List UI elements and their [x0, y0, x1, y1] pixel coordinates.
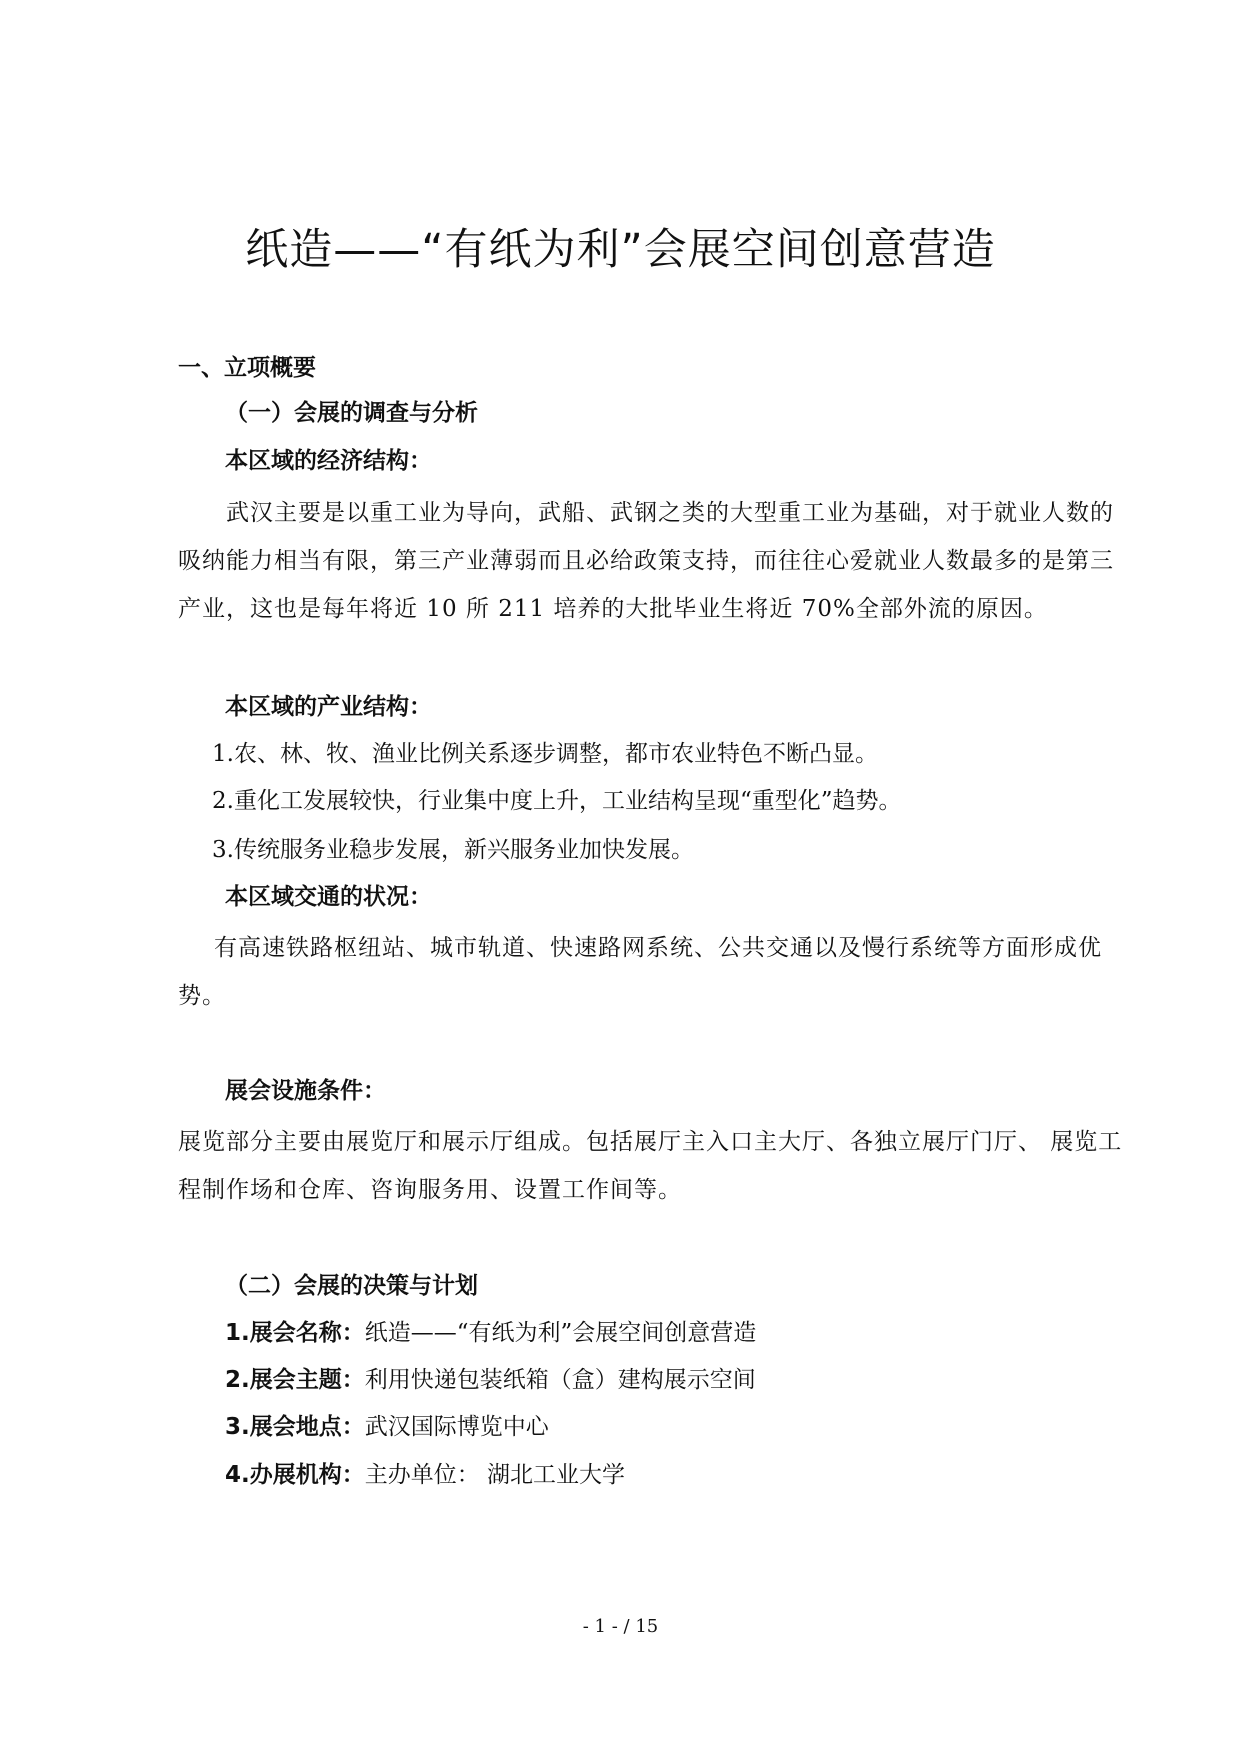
industry-item: 3.传统服务业稳步发展，新兴服务业加快发展。 — [212, 837, 694, 863]
traffic-heading: 本区域交通的状况： — [225, 884, 432, 910]
plan-label: 3.展会地点： — [225, 1414, 365, 1440]
economy-paragraph: 武汉主要是以重工业为导向，武船、武钢之类的大型重工业为基础，对于就业人数的吸纳能力相当有限，第三产业薄弱而且必给政策支持，而往往心爱就业人数最多的是第三产业，这也是每年将近 10 所 211 培养的大批毕业生将近 70%全部外流的原因。 — [178, 500, 1114, 622]
document-title: 纸造——“有纸为利”会展空间创意营造 — [245, 225, 996, 275]
industry-item: 1.农、林、牧、渔业比例关系逐步调整，都市农业特色不断凸显。 — [212, 741, 878, 767]
plan-item — [225, 1360, 756, 1400]
plan-value: 纸造——“有纸为利”会展空间创意营造 — [364, 1320, 757, 1346]
facility-heading: 展会设施条件： — [225, 1078, 386, 1104]
subsection-heading-2: （二）会展的决策与计划 — [225, 1273, 478, 1299]
plan-item — [225, 1455, 625, 1495]
section-heading-1: 一、立项概要 — [178, 355, 316, 381]
plan-item — [225, 1407, 549, 1447]
plan-item — [225, 1313, 756, 1353]
plan-value: 利用快递包装纸箱（盒）建构展示空间 — [364, 1367, 756, 1393]
industry-heading: 本区域的产业结构： — [225, 694, 432, 720]
economy-heading: 本区域的经济结构： — [225, 448, 432, 474]
industry-item: 2.重化工发展较快，行业集中度上升，工业结构呈现“重型化”趋势。 — [212, 788, 902, 814]
facility-paragraph: 展览部分主要由展览厅和展示厅组成。包括展厅主入口主大厅、各独立展厅门厅、 展览工程制作场和仓库、咨询服务用、设置工作间等。 — [178, 1129, 1123, 1203]
plan-label: 4.办展机构： — [225, 1462, 365, 1488]
plan-value: 主办单位： 湖北工业大学 — [364, 1462, 626, 1488]
plan-label: 1.展会名称： — [225, 1320, 365, 1346]
subsection-heading-1: （一）会展的调查与分析 — [225, 400, 478, 426]
traffic-paragraph: 有高速铁路枢纽站、城市轨道、快速路网系统、公共交通以及慢行系统等方面形成优势。 — [178, 935, 1102, 1009]
page-number: - 1 - / 15 — [582, 1616, 659, 1637]
plan-value: 武汉国际博览中心 — [364, 1414, 549, 1440]
plan-label: 2.展会主题： — [225, 1367, 365, 1393]
